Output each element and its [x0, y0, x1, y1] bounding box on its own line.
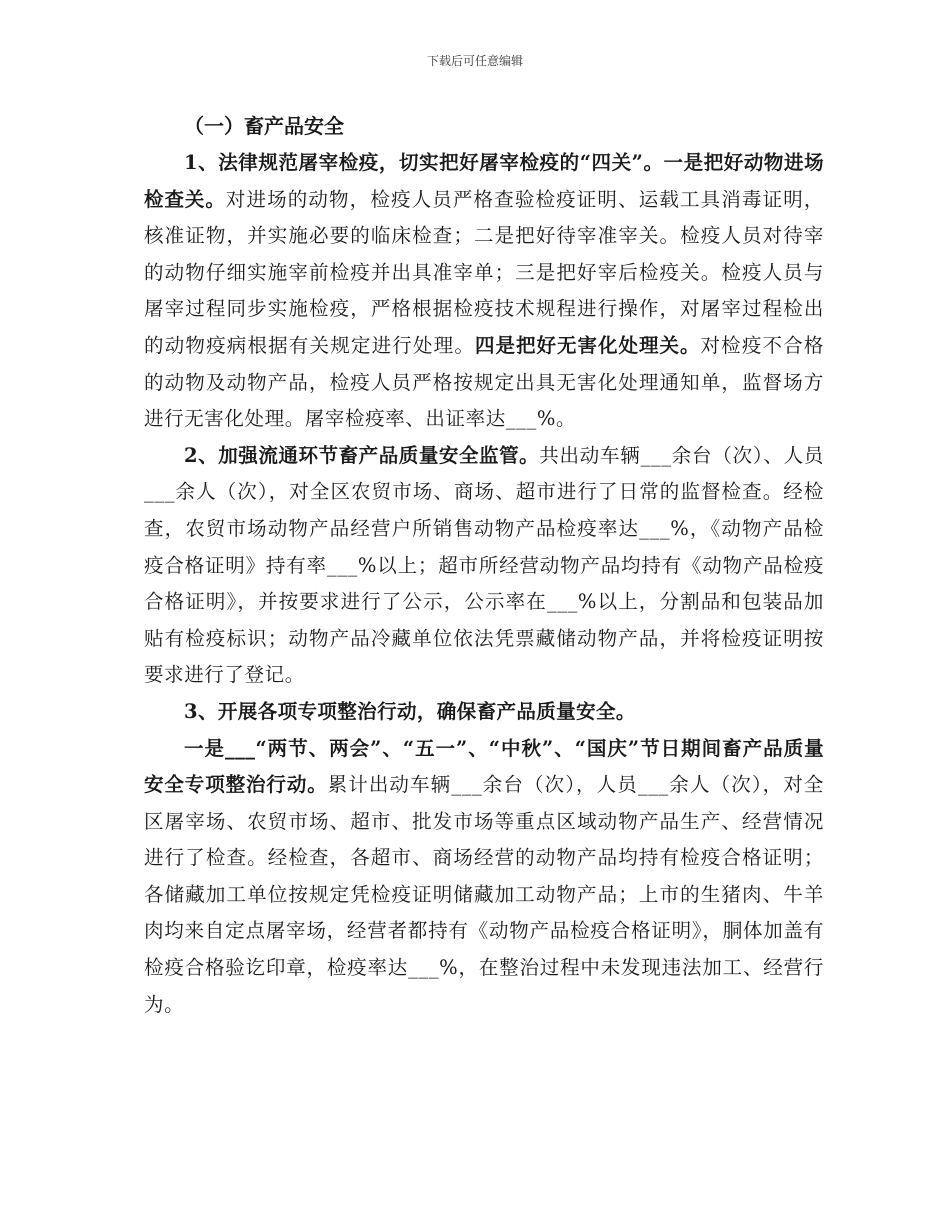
paragraph-3 [144, 694, 824, 731]
paragraph-2-body: 共出动车辆___余台（次）、人员___余人（次），对全区农贸市场、商场、超市进行了日常的监督检查。经检查，农贸市场动物产品经营户所销售动物产品检疫率达___%，《动物产品检疫合格证明》持有率___%以上；超市所经营动物产品均持有《动物产品检疫合格证明》，并按要求进行了公示，公示率在___%以上，分割品和包装品加贴有检疫标识；动物产品冷藏单位依法凭票藏储动物产品，并将检疫证明按要求进行了登记。 [144, 443, 824, 687]
paragraph-2 [144, 438, 824, 694]
paragraph-4 [144, 731, 824, 1024]
section-heading: （一）畜产品安全 [184, 114, 344, 138]
paragraph-4-lead: 一是___“两节、两会”、“五一”、“中秋”、“国庆”节日期间畜产品质量安全专项整治行动。 [144, 736, 824, 797]
paragraph-1-bold-2: 四是把好无害化处理关。 [475, 333, 701, 357]
paragraph-3-lead: 3、开展各项专项整治行动，确保畜产品质量安全。 [184, 699, 636, 723]
paragraph-4-body: 累计出动车辆___余台（次），人员___余人（次），对全区屠宰场、农贸市场、超市、批发市场等重点区域动物产品生产、经营情况进行了检查。经检查，各超市、商场经营的动物产品均持有检疫合格证明；各储藏加工单位按规定凭检疫证明储藏加工动物产品；上市的生猪肉、牛羊肉均来自定点屠宰场，经营者都持有《动物产品检疫合格证明》，胴体加盖有检疫合格验讫印章，检疫率达___%，在整治过程中未发现违法加工、经营行为。 [144, 773, 824, 1016]
paragraph-1-body-1: 对进场的动物，检疫人员严格查验检疫证明、运载工具消毒证明，核准证物，并实施必要的临床检查；二是把好待宰准宰关。检疫人员对待宰的动物仔细实施宰前检疫并出具准宰单；三是把好宰后检疫关。检疫人员与屠宰过程同步实施检疫，严格根据检疫技术规程进行操作，对屠宰过程检出的动物疫病根据有关规定进行处理。 [144, 187, 824, 357]
paragraph-1 [144, 145, 824, 438]
paragraph-1-body-2: 对检疫不合格的动物及动物产品，检疫人员严格按规定出具无害化处理通知单，监督场方进行无害化处理。屠宰检疫率、出证率达___%。 [144, 333, 824, 431]
paragraph-2-lead: 2、加强流通环节畜产品质量安全监管。 [184, 443, 540, 467]
document-body [144, 108, 824, 1023]
header-note: 下载后可任意编辑 [426, 54, 523, 68]
paragraph-1-lead: 1、法律规范屠宰检疫，切实把好屠宰检疫的“四关”。一是把好动物进场检查关。 [144, 151, 824, 211]
